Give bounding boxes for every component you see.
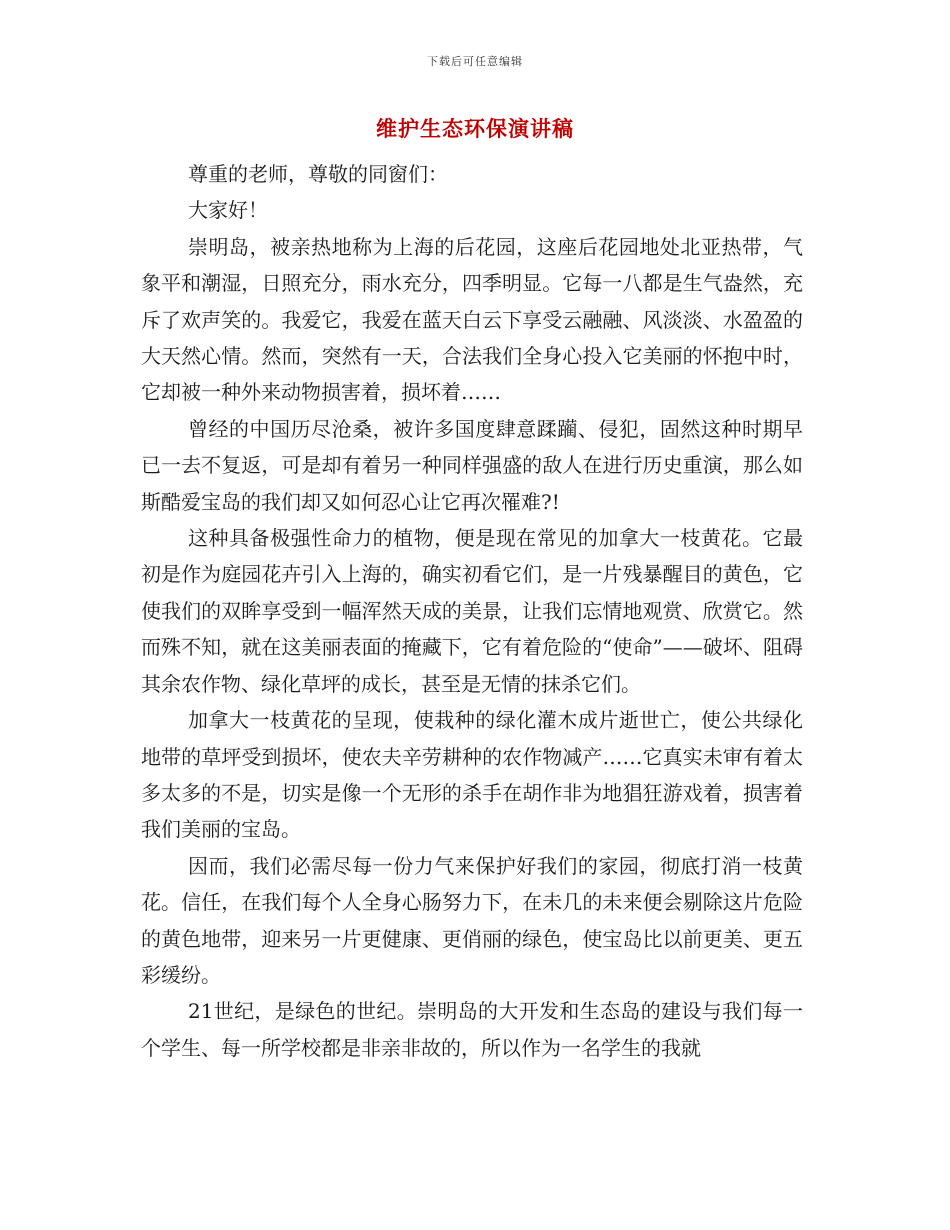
body-paragraph: 因而，我们必需尽每一份力气来保护好我们的家园，彻底打消一枝黄花。信任，在我们每个人全身心肠努力下，在未几的未来便会剔除这片危险的黄色地带，迎来另一片更健康、更俏丽的绿色，使宝岛比以前更美、更五彩缓纷。 [141,853,803,987]
body-paragraph: 21世纪，是绿色的世纪。崇明岛的大开发和生态岛的建设与我们每一个学生、每一所学校都是非亲非故的，所以作为一名学生的我就 [141,999,803,1060]
page-header-note: 下载后可任意编辑 [427,55,523,68]
body-paragraph: 崇明岛，被亲热地称为上海的后花园，这座后花园地处北亚热带，气象平和潮湿，日照充分，雨水充分，四季明显。它每一八都是生气盎然，充斥了欢声笑的。我爱它，我爱在蓝天白云下享受云融融、风淡淡、水盈盈的大天然心情。然而，突然有一天，合法我们全身心投入它美丽的怀抱中时，它却被一种外来动物损害着，损坏着…… [141,234,803,405]
salutation-paragraph: 尊重的老师，尊敬的同窗们： [188,162,448,186]
body-paragraph: 加拿大一枝黄花的呈现，使栽种的绿化灌木成片逝世亡，使公共绿化地带的草坪受到损坏，使农夫辛劳耕种的农作物减产……它真实未审有着太多太多的不是，切实是像一个无形的杀手在胡作非为地猖狂游戏着，损害着我们美丽的宝岛。 [141,708,803,842]
document-title: 维护生态环保演讲稿 [376,116,574,141]
body-paragraph: 这种具备极强性命力的植物，便是现在常见的加拿大一枝黄花。它最初是作为庭园花卉引入上海的，确实初看它们，是一片残暴醒目的黄色，它使我们的双眸享受到一幅浑然天成的美景，让我们忘情地观赏、欣赏它。然而殊不知，就在这美丽表面的掩藏下，它有着危险的“使命”——破坏、阻碍其余农作物、绿化草坪的成长，甚至是无情的抹杀它们。 [141,526,803,696]
body-paragraph: 曾经的中国历尽沧桑，被许多国度肆意蹂躏、侵犯，固然这种时期早已一去不复返，可是却有着另一种同样强盛的敌人在进行历史重演，那么如斯酷爱宝岛的我们却又如何忍心让它再次罹难?! [141,416,803,514]
document-body [141,156,803,1066]
greeting-paragraph: 大家好！ [188,198,268,223]
